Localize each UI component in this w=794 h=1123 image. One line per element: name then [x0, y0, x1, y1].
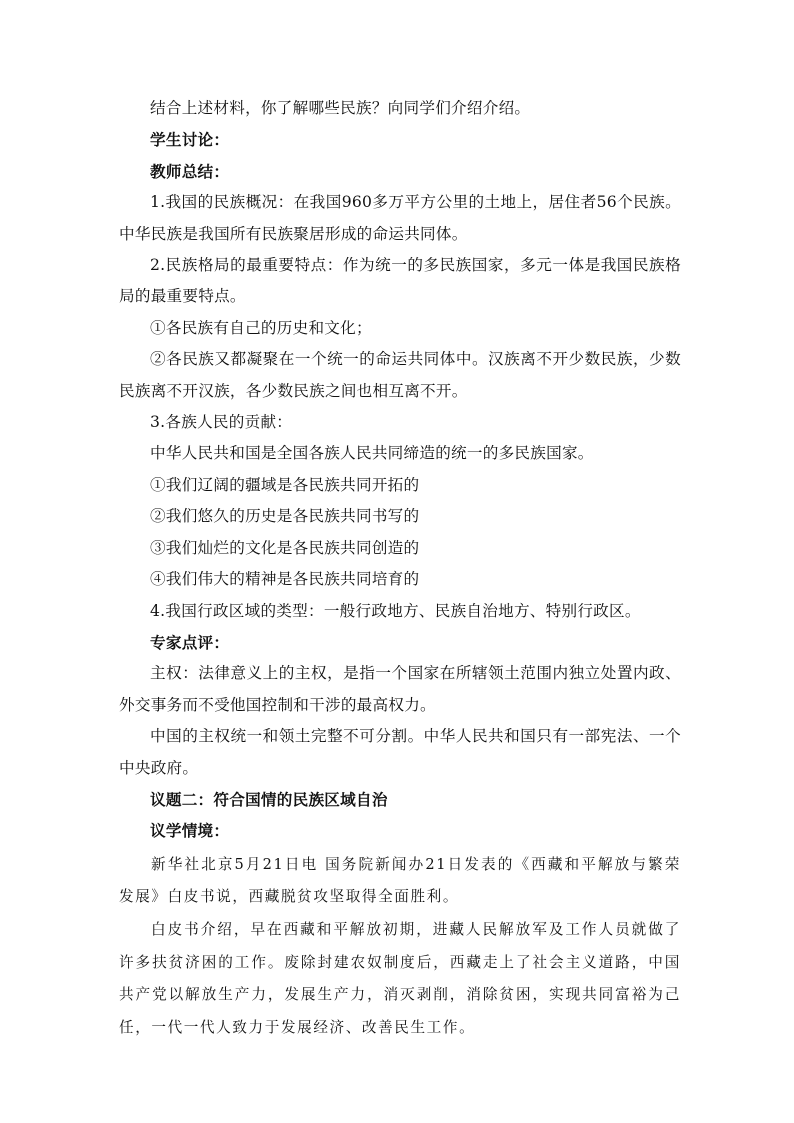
paragraph-news-white-paper: 白皮书介绍，早在西藏和平解放初期，进藏人民解放军及工作人员就做了许多扶贫济困的工作。废除封建农奴制度后，西藏走上了社会主义道路，中国共产党以解放生产力，发展生产力，消灭剥削，消除贫困，实现共同富裕为己任，一代一代人致力于发展经济、改善民生工作。	[119, 920, 681, 1036]
list-item-history-culture: ①各民族有自己的历史和文化；	[150, 318, 372, 337]
paragraph-contributions-heading: 3.各族人民的贡献：	[150, 413, 293, 432]
heading-learning-context: 议学情境：	[150, 821, 230, 841]
heading-expert-comment: 专家点评：	[150, 632, 230, 652]
paragraph-news-lead: 新华社北京5月21日电 国务院新闻办21日发表的《西藏和平解放与繁荣发展》白皮书说，西藏脱贫攻坚取得全面胜利。	[119, 855, 681, 906]
heading-student-discussion: 学生讨论：	[150, 130, 230, 150]
paragraph-intro-question: 结合上述材料，你了解哪些民族？向同学们介绍介绍。	[150, 99, 531, 117]
heading-topic-two: 议题二：符合国情的民族区域自治	[150, 789, 388, 809]
list-item-territory: ①我们辽阔的疆域是各民族共同开拓的	[150, 475, 420, 494]
paragraph-ethnic-overview: 1.我国的民族概况：在我国960多万平方公里的土地上，居住者56个民族。中华民族是我国所有民族聚居形成的命运共同体。	[119, 193, 681, 243]
paragraph-administrative-regions: 4.我国行政区域的类型：一般行政地方、民族自治地方、特别行政区。	[150, 601, 641, 620]
paragraph-unified-nation: 中华人民共和国是全国各族人民共同缔造的统一的多民族国家。	[150, 444, 594, 463]
heading-teacher-summary: 教师总结：	[150, 161, 230, 181]
list-item-history: ②我们悠久的历史是各民族共同书写的	[150, 507, 420, 526]
paragraph-ethnic-pattern: 2.民族格局的最重要特点：作为统一的多民族国家，多元一体是我国民族格局的最重要特点。	[119, 256, 681, 306]
list-item-spirit: ④我们伟大的精神是各民族共同培育的	[150, 570, 420, 589]
paragraph-sovereignty-definition: 主权：法律意义上的主权，是指一个国家在所辖领土范围内独立处置内政、外交事务而不受他国控制和干涉的最高权力。	[119, 664, 681, 714]
list-item-common-community: ②各民族又都凝聚在一个统一的命运共同体中。汉族离不开少数民族，少数民族离不开汉族，各少数民族之间也相互离不开。	[119, 350, 681, 400]
document-body	[119, 93, 681, 1044]
paragraph-sovereignty-unity: 中国的主权统一和领土完整不可分割。中华人民共和国只有一部宪法、一个中央政府。	[119, 727, 681, 777]
list-item-culture: ③我们灿烂的文化是各民族共同创造的	[150, 538, 420, 557]
